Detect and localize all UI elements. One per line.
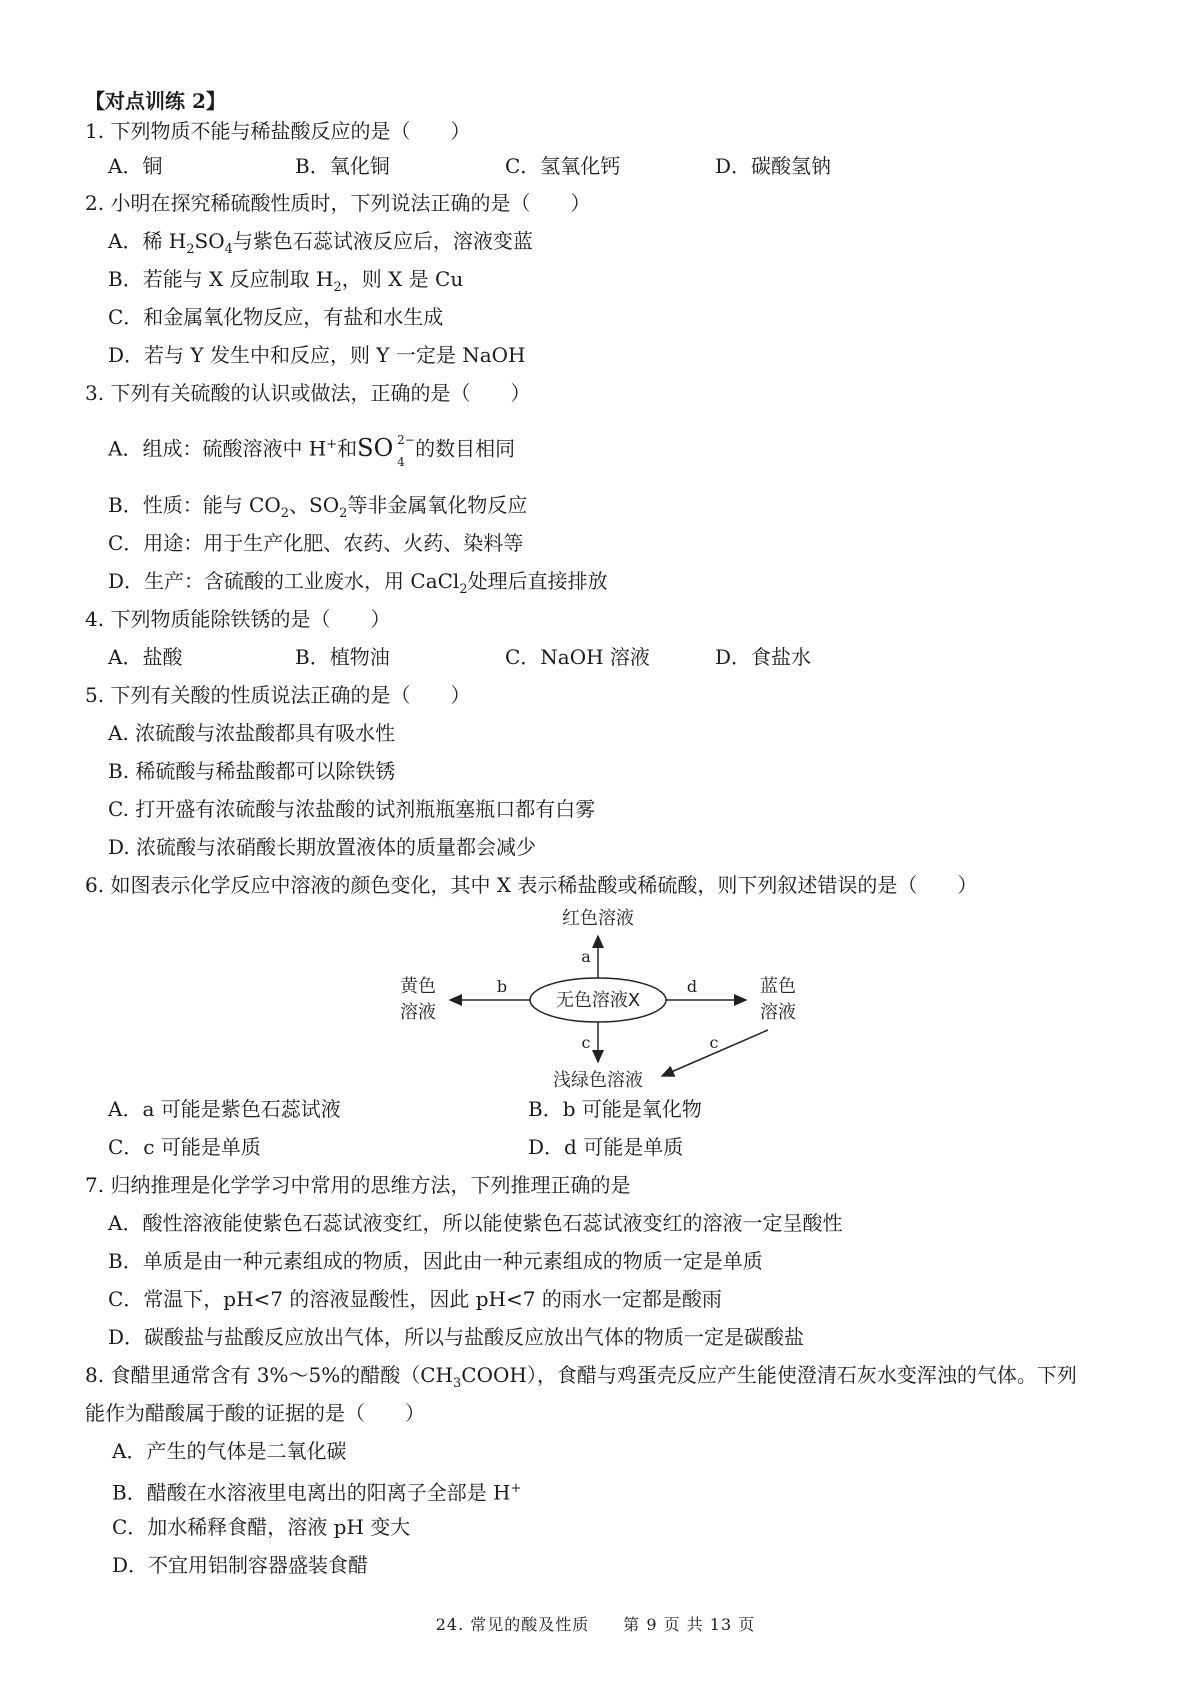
q4-stem: 4. 下列物质能除铁锈的是（ ） bbox=[85, 607, 391, 631]
q3-stem: 3. 下列有关硫酸的认识或做法，正确的是（ ） bbox=[85, 381, 531, 405]
q6-option-d: D．d 可能是单质 bbox=[528, 1135, 684, 1159]
q6-option-b: B．b 可能是氧化物 bbox=[528, 1097, 702, 1121]
arrow-c-right-label: c bbox=[709, 1033, 719, 1052]
q4-option-b: B．植物油 bbox=[295, 645, 390, 669]
page-footer: 24. 常见的酸及性质 第 9 页 共 13 页 bbox=[435, 1615, 756, 1634]
center-label: 无色溶液X bbox=[555, 990, 641, 1011]
arrow-d-label: d bbox=[686, 977, 698, 996]
q5-option-d: D. 浓硫酸与浓硝酸长期放置液体的质量都会减少 bbox=[108, 835, 537, 859]
q8-option-a: A．产生的气体是二氧化碳 bbox=[112, 1439, 347, 1463]
right-label-1: 蓝色 bbox=[760, 976, 796, 997]
arrow-a-label: a bbox=[581, 947, 591, 966]
q8-option-b: B．醋酸在水溶液里电离出的阳离子全部是 H+ bbox=[112, 1480, 522, 1505]
section-title: 【对点训练 2】 bbox=[85, 89, 226, 113]
q8-stem-line1: 8. 食醋里通常含有 3%～5%的醋酸$(CH_3COOH)$，食醋与鸡蛋壳反应产生能使澄清石灰水变浑浊的气体。下列 bbox=[85, 1363, 1077, 1391]
q2-option-d: D．若与 Y 发生中和反应，则 Y 一定是 NaOH bbox=[108, 343, 526, 367]
q7-option-b: B．单质是由一种元素组成的物质，因此由一种元素组成的物质一定是单质 bbox=[108, 1249, 763, 1273]
q3-option-c: C．用途：用于生产化肥、农药、火药、染料等 bbox=[108, 531, 524, 555]
arrow-c-center-label: c bbox=[581, 1033, 591, 1052]
q8-option-c: C．加水稀释食醋，溶液 pH 变大 bbox=[112, 1515, 411, 1539]
q2-option-b: B．若能与 X 反应制取 $H_2$，则 X 是 Cu bbox=[108, 267, 464, 295]
q1-option-a: A．铜 bbox=[108, 154, 163, 178]
q8-option-d: D．不宜用铝制容器盛装食醋 bbox=[112, 1553, 369, 1577]
q1-option-d: D．碳酸氢钠 bbox=[715, 154, 832, 178]
q7-option-d: D．碳酸盐与盐酸反应放出气体，所以与盐酸反应放出气体的物质一定是碳酸盐 bbox=[108, 1325, 805, 1349]
arrow-b-label: b bbox=[496, 977, 508, 996]
q2-stem: 2. 小明在探究稀硫酸性质时，下列说法正确的是（ ） bbox=[85, 191, 591, 215]
q7-option-a: A．酸性溶液能使紫色石蕊试液变红，所以能使紫色石蕊试液变红的溶液一定呈酸性 bbox=[108, 1211, 843, 1235]
q1-option-b: B．氧化铜 bbox=[295, 154, 390, 178]
q5-option-b: B. 稀硫酸与稀盐酸都可以除铁锈 bbox=[108, 759, 396, 783]
q4-option-d: D．食盐水 bbox=[715, 645, 812, 669]
q1-stem: 1. 下列物质不能与稀盐酸反应的是（ ） bbox=[85, 119, 471, 143]
left-label-2: 溶液 bbox=[400, 1002, 436, 1023]
q4-option-c: C．NaOH 溶液 bbox=[505, 645, 650, 669]
q6-reaction-diagram bbox=[390, 900, 810, 1090]
q3-option-d: D．生产：含硫酸的工业废水，用 CaCl$_2$处理后直接排放 bbox=[108, 569, 608, 597]
bottom-label: 浅绿色溶液 bbox=[553, 1070, 643, 1090]
q4-option-a: A．盐酸 bbox=[108, 645, 183, 669]
q8-stem-line2: 能作为醋酸属于酸的证据的是（ ） bbox=[85, 1401, 425, 1425]
q5-option-a: A. 浓硫酸与浓盐酸都具有吸水性 bbox=[108, 721, 396, 745]
q6-option-c: C．c 可能是单质 bbox=[108, 1135, 261, 1159]
q6-option-a: A．a 可能是紫色石蕊试液 bbox=[108, 1097, 341, 1121]
q2-option-c: C．和金属氧化物反应，有盐和水生成 bbox=[108, 305, 444, 329]
q3-option-a: A．组成：硫酸溶液中 H+和SO 2− 4 的数目相同 bbox=[108, 432, 516, 469]
q7-stem: 7. 归纳推理是化学学习中常用的思维方法，下列推理正确的是 bbox=[85, 1173, 631, 1197]
q5-option-c: C. 打开盛有浓硫酸与浓盐酸的试剂瓶瓶塞瓶口都有白雾 bbox=[108, 797, 596, 821]
sulfate-ion-formula: SO 2− 4 bbox=[357, 432, 415, 469]
q5-stem: 5. 下列有关酸的性质说法正确的是（ ） bbox=[85, 683, 471, 707]
q3-option-b: B．性质：能与 $CO_2$、$SO_2$等非金属氧化物反应 bbox=[108, 493, 528, 521]
q7-option-c: C．常温下，pH<7 的溶液显酸性，因此 pH<7 的雨水一定都是酸雨 bbox=[108, 1287, 722, 1311]
q1-option-c: C．氢氧化钙 bbox=[505, 154, 621, 178]
top-label: 红色溶液 bbox=[562, 908, 634, 929]
q2-option-a: A．稀 $H_2SO_4$与紫色石蕊试液反应后，溶液变蓝 bbox=[108, 229, 533, 257]
left-label-1: 黄色 bbox=[400, 976, 436, 997]
q6-stem: 6. 如图表示化学反应中溶液的颜色变化，其中 X 表示稀盐酸或稀硫酸，则下列叙述错误的是（ ） bbox=[85, 873, 978, 897]
right-label-2: 溶液 bbox=[760, 1002, 796, 1023]
